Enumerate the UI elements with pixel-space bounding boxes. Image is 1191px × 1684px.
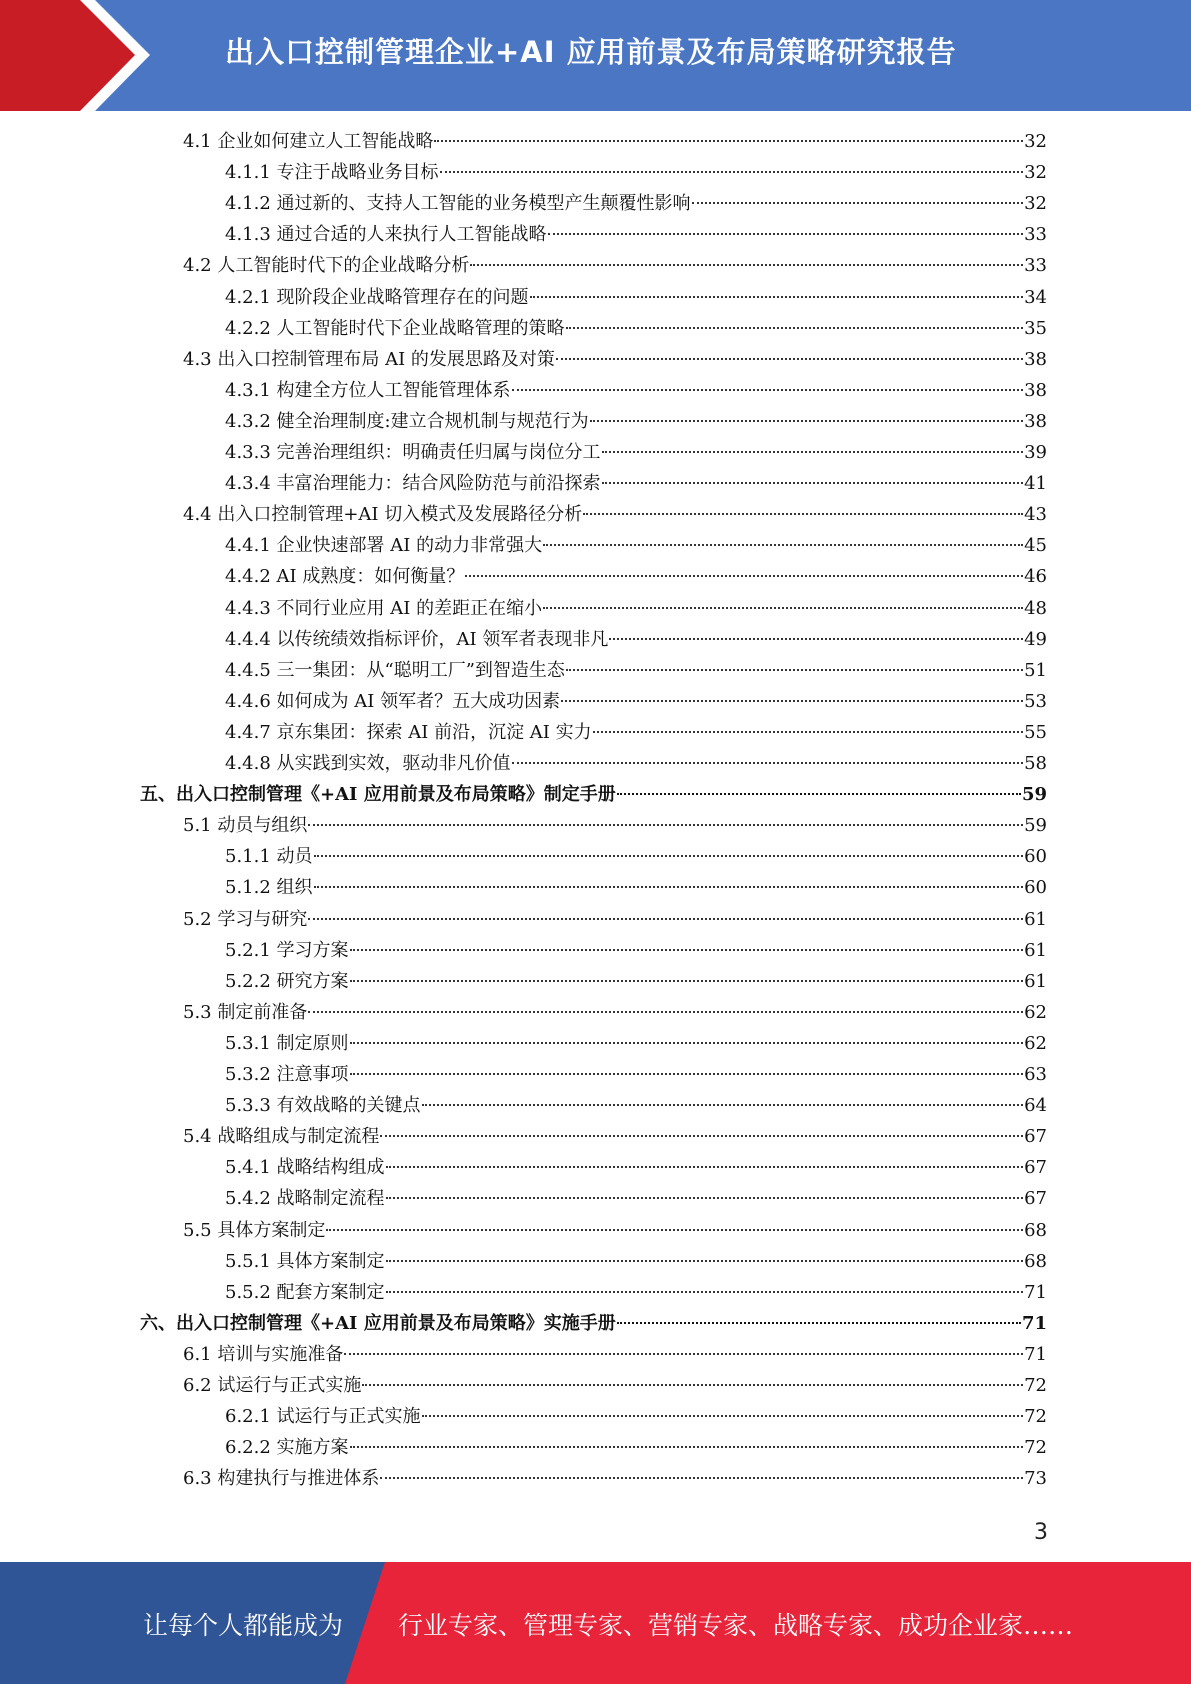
toc-entry-page: 67 <box>1024 1126 1047 1147</box>
toc-entry-page: 33 <box>1024 255 1047 276</box>
toc-entry-page: 32 <box>1024 162 1047 183</box>
toc-dot-leader <box>314 855 1024 857</box>
toc-entry-page: 51 <box>1024 660 1047 681</box>
toc-subsection-entry[interactable] <box>225 1154 1047 1182</box>
toc-entry-page: 64 <box>1024 1095 1047 1116</box>
toc-entry-label: 4.1.3 通过合适的人来执行人工智能战略 <box>225 224 547 245</box>
toc-entry-label: 5.5.1 具体方案制定 <box>225 1251 385 1272</box>
toc-dot-leader <box>308 918 1023 920</box>
toc-dot-leader <box>422 1415 1024 1417</box>
toc-dot-leader <box>434 140 1023 142</box>
toc-entry-label: 4.4.3 不同行业应用 AI 的差距正在缩小 <box>225 598 543 619</box>
toc-dot-leader <box>602 451 1024 453</box>
toc-entry-page: 55 <box>1024 722 1047 743</box>
toc-entry-label: 5.2 学习与研究 <box>183 909 308 930</box>
toc-entry-label: 5.4 战略组成与制定流程 <box>183 1126 380 1147</box>
toc-dot-leader <box>314 886 1024 888</box>
toc-entry-label: 5.1.2 组织 <box>225 877 313 898</box>
toc-entry-label: 4.4.8 从实践到实效，驱动非凡价值 <box>225 753 511 774</box>
toc-subsection-entry[interactable] <box>225 563 1047 591</box>
page-number: 3 <box>1034 1520 1048 1545</box>
toc-entry-page: 61 <box>1024 940 1047 961</box>
toc-dot-leader <box>350 1042 1024 1044</box>
toc-entry-label: 5.2.2 研究方案 <box>225 971 349 992</box>
toc-subsection-entry[interactable] <box>225 719 1047 747</box>
toc-dot-leader <box>530 296 1024 298</box>
toc-entry-page: 67 <box>1024 1157 1047 1178</box>
toc-entry-page: 39 <box>1024 442 1047 463</box>
toc-subsection-entry[interactable] <box>225 532 1047 560</box>
toc-subsection-entry[interactable] <box>225 408 1047 436</box>
toc-dot-leader <box>566 327 1024 329</box>
toc-dot-leader <box>422 1104 1024 1106</box>
toc-entry-page: 61 <box>1024 971 1047 992</box>
toc-entry-label: 4.4.1 企业快速部署 AI 的动力非常强大 <box>225 535 543 556</box>
header-arrow-graphic <box>0 0 150 111</box>
toc-section-entry[interactable] <box>183 812 1047 840</box>
toc-dot-leader <box>556 358 1023 360</box>
toc-entry-label: 4.4 出入口控制管理+AI 切入模式及发展路径分析 <box>183 504 583 525</box>
toc-subsection-entry[interactable] <box>225 968 1047 996</box>
toc-section-entry[interactable] <box>183 1217 1047 1245</box>
toc-entry-label: 4.4.5 三一集团：从“聪明工厂”到智造生态 <box>225 660 565 681</box>
toc-entry-page: 48 <box>1024 598 1047 619</box>
toc-dot-leader <box>350 980 1024 982</box>
toc-subsection-entry[interactable] <box>225 688 1047 716</box>
toc-dot-leader <box>308 824 1023 826</box>
toc-entry-label: 4.3.4 丰富治理能力：结合风险防范与前沿探索 <box>225 473 601 494</box>
toc-section-entry[interactable] <box>183 999 1047 1027</box>
toc-dot-leader <box>386 1291 1024 1293</box>
toc-entry-page: 41 <box>1024 473 1047 494</box>
toc-dot-leader <box>380 1477 1023 1479</box>
toc-entry-page: 33 <box>1024 224 1047 245</box>
footer-slogan-right: 行业专家、管理专家、营销专家、战略专家、成功企业家…… <box>398 1611 1074 1640</box>
toc-entry-label: 4.1.1 专注于战略业务目标 <box>225 162 439 183</box>
toc-subsection-entry[interactable] <box>225 1030 1047 1058</box>
toc-entry-label: 5.1 动员与组织 <box>183 815 308 836</box>
toc-entry-page: 63 <box>1024 1064 1047 1085</box>
toc-entry-label: 4.4.7 京东集团：探索 AI 前沿，沉淀 AI 实力 <box>225 722 592 743</box>
toc-entry-label: 4.1.2 通过新的、支持人工智能的业务模型产生颠覆性影响 <box>225 193 691 214</box>
toc-subsection-entry[interactable] <box>225 626 1047 654</box>
toc-dot-leader <box>512 389 1024 391</box>
toc-dot-leader <box>512 762 1024 764</box>
toc-subsection-entry[interactable] <box>225 1248 1047 1276</box>
toc-dot-leader <box>440 171 1024 173</box>
toc-dot-leader <box>465 575 1023 577</box>
toc-entry-label: 5.2.1 学习方案 <box>225 940 349 961</box>
toc-entry-page: 61 <box>1024 909 1047 930</box>
toc-entry-page: 72 <box>1024 1375 1047 1396</box>
toc-entry-page: 67 <box>1024 1188 1047 1209</box>
toc-entry-label: 5.3.3 有效战略的关键点 <box>225 1095 421 1116</box>
toc-section-entry[interactable] <box>183 346 1047 374</box>
toc-entry-page: 71 <box>1024 1282 1047 1303</box>
toc-dot-leader <box>350 949 1024 951</box>
toc-entry-page: 59 <box>1021 784 1047 805</box>
toc-entry-page: 35 <box>1024 318 1047 339</box>
toc-entry-label: 4.1 企业如何建立人工智能战略 <box>183 131 434 152</box>
toc-subsection-entry[interactable] <box>225 874 1047 902</box>
toc-dot-leader <box>326 1229 1023 1231</box>
toc-dot-leader <box>583 513 1023 515</box>
toc-subsection-entry[interactable] <box>225 1403 1047 1431</box>
toc-entry-page: 59 <box>1024 815 1047 836</box>
toc-entry-page: 53 <box>1024 691 1047 712</box>
toc-entry-label: 4.3.2 健全治理制度:建立合规机制与规范行为 <box>225 411 589 432</box>
toc-entry-page: 38 <box>1024 380 1047 401</box>
toc-subsection-entry[interactable] <box>225 843 1047 871</box>
toc-subsection-entry[interactable] <box>225 1434 1047 1462</box>
toc-entry-label: 5.3.2 注意事项 <box>225 1064 349 1085</box>
toc-entry-label: 4.4.4 以传统绩效指标评价，AI 领军者表现非凡 <box>225 629 609 650</box>
toc-entry-page: 60 <box>1024 877 1047 898</box>
toc-entry-page: 38 <box>1024 411 1047 432</box>
page-footer <box>0 1562 1191 1684</box>
toc-section-entry[interactable] <box>183 1341 1047 1369</box>
toc-subsection-entry[interactable] <box>225 1061 1047 1089</box>
toc-dot-leader <box>609 638 1023 640</box>
toc-entry-label: 5.5 具体方案制定 <box>183 1220 326 1241</box>
toc-dot-leader <box>602 482 1024 484</box>
toc-dot-leader <box>470 264 1023 266</box>
toc-entry-label: 5.5.2 配套方案制定 <box>225 1282 385 1303</box>
toc-entry-label: 5.1.1 动员 <box>225 846 313 867</box>
toc-section-entry[interactable] <box>183 501 1047 529</box>
toc-subsection-entry[interactable] <box>225 750 1047 778</box>
toc-entry-page: 71 <box>1024 1344 1047 1365</box>
toc-section-entry[interactable] <box>183 252 1047 280</box>
toc-subsection-entry[interactable] <box>225 937 1047 965</box>
page-header <box>0 0 1191 111</box>
toc-entry-page: 62 <box>1024 1033 1047 1054</box>
toc-dot-leader <box>350 1073 1024 1075</box>
toc-subsection-entry[interactable] <box>225 284 1047 312</box>
toc-entry-label: 5.3 制定前准备 <box>183 1002 308 1023</box>
toc-entry-label: 4.2 人工智能时代下的企业战略分析 <box>183 255 470 276</box>
toc-section-entry[interactable] <box>183 1372 1047 1400</box>
toc-entry-page: 73 <box>1024 1468 1047 1489</box>
toc-dot-leader <box>308 1011 1023 1013</box>
toc-entry-label: 6.2.2 实施方案 <box>225 1437 349 1458</box>
toc-dot-leader <box>380 1135 1023 1137</box>
toc-entry-page: 38 <box>1024 349 1047 370</box>
toc-dot-leader <box>386 1197 1024 1199</box>
toc-entry-label: 5.4.2 战略制定流程 <box>225 1188 385 1209</box>
toc-entry-page: 68 <box>1024 1251 1047 1272</box>
toc-dot-leader <box>344 1353 1023 1355</box>
toc-entry-label: 6.2 试运行与正式实施 <box>183 1375 362 1396</box>
toc-subsection-entry[interactable] <box>225 221 1047 249</box>
toc-entry-label: 5.4.1 战略结构组成 <box>225 1157 385 1178</box>
toc-entry-label: 6.1 培训与实施准备 <box>183 1344 344 1365</box>
toc-entry-page: 71 <box>1021 1313 1047 1334</box>
toc-entry-label: 五、出入口控制管理《+AI 应用前景及布局策略》制定手册 <box>140 784 616 805</box>
toc-entry-page: 58 <box>1024 753 1047 774</box>
toc-entry-page: 45 <box>1024 535 1047 556</box>
toc-subsection-entry[interactable] <box>225 1279 1047 1307</box>
toc-subsection-entry[interactable] <box>225 159 1047 187</box>
toc-entry-label: 4.2.2 人工智能时代下企业战略管理的策略 <box>225 318 565 339</box>
toc-entry-label: 4.2.1 现阶段企业战略管理存在的问题 <box>225 287 529 308</box>
toc-subsection-entry[interactable] <box>225 1185 1047 1213</box>
toc-entry-page: 68 <box>1024 1220 1047 1241</box>
toc-dot-leader <box>543 544 1023 546</box>
toc-subsection-entry[interactable] <box>225 1092 1047 1120</box>
toc-dot-leader <box>386 1260 1024 1262</box>
toc-subsection-entry[interactable] <box>225 315 1047 343</box>
toc-entry-page: 72 <box>1024 1437 1047 1458</box>
toc-dot-leader <box>617 793 1021 795</box>
toc-entry-label: 六、出入口控制管理《+AI 应用前景及布局策略》实施手册 <box>140 1313 616 1334</box>
toc-entry-label: 4.3 出入口控制管理布局 AI 的发展思路及对策 <box>183 349 555 370</box>
toc-entry-page: 32 <box>1024 193 1047 214</box>
toc-dot-leader <box>548 233 1024 235</box>
toc-entry-page: 43 <box>1024 504 1047 525</box>
toc-dot-leader <box>590 420 1024 422</box>
toc-entry-page: 72 <box>1024 1406 1047 1427</box>
toc-dot-leader <box>561 700 1023 702</box>
toc-section-entry[interactable] <box>183 906 1047 934</box>
toc-entry-page: 46 <box>1024 566 1047 587</box>
toc-entry-page: 32 <box>1024 131 1047 152</box>
toc-entry-page: 62 <box>1024 1002 1047 1023</box>
toc-entry-label: 6.3 构建执行与推进体系 <box>183 1468 380 1489</box>
toc-entry-label: 4.3.3 完善治理组织：明确责任归属与岗位分工 <box>225 442 601 463</box>
toc-dot-leader <box>593 731 1023 733</box>
toc-entry-page: 60 <box>1024 846 1047 867</box>
toc-subsection-entry[interactable] <box>225 470 1047 498</box>
toc-chapter-entry[interactable] <box>140 781 1047 809</box>
toc-dot-leader <box>362 1384 1023 1386</box>
toc-entry-label: 4.3.1 构建全方位人工智能管理体系 <box>225 380 511 401</box>
toc-entry-label: 4.4.6 如何成为 AI 领军者？五大成功因素 <box>225 691 561 712</box>
toc-dot-leader <box>566 669 1023 671</box>
toc-subsection-entry[interactable] <box>225 190 1047 218</box>
toc-subsection-entry[interactable] <box>225 439 1047 467</box>
toc-subsection-entry[interactable] <box>225 377 1047 405</box>
toc-dot-leader <box>350 1446 1024 1448</box>
toc-entry-page: 49 <box>1024 629 1047 650</box>
toc-entry-page: 34 <box>1024 287 1047 308</box>
toc-dot-leader <box>386 1166 1024 1168</box>
toc-dot-leader <box>543 607 1023 609</box>
toc-chapter-entry[interactable] <box>140 1310 1047 1338</box>
toc-section-entry[interactable] <box>183 1123 1047 1151</box>
footer-slogan-left: 让每个人都能成为 <box>143 1611 344 1640</box>
report-title: 出入口控制管理企业+AI 应用前景及布局策略研究报告 <box>225 35 957 69</box>
toc-dot-leader <box>617 1322 1021 1324</box>
toc-subsection-entry[interactable] <box>225 595 1047 623</box>
toc-section-entry[interactable] <box>183 128 1047 156</box>
toc-subsection-entry[interactable] <box>225 657 1047 685</box>
toc-dot-leader <box>692 202 1024 204</box>
toc-entry-label: 4.4.2 AI 成熟度：如何衡量？ <box>225 566 465 587</box>
toc-section-entry[interactable] <box>183 1465 1047 1493</box>
toc-entry-label: 5.3.1 制定原则 <box>225 1033 349 1054</box>
toc-entry-label: 6.2.1 试运行与正式实施 <box>225 1406 421 1427</box>
